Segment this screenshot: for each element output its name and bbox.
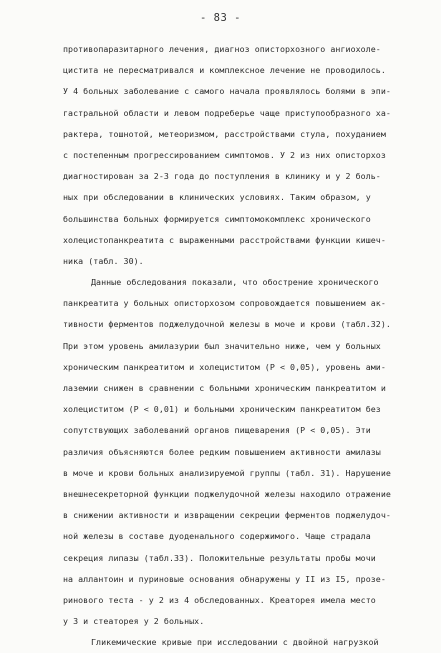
page-number: - 83 -	[200, 12, 241, 24]
text-line: Гликемические кривые при исследовании с двойной нагрузкой	[91, 637, 379, 648]
text-line: в снижении активности и извращении секреции ферментов поджелудоч-	[63, 510, 391, 521]
text-line: у 3 и стеаторея у 2 больных.	[63, 616, 205, 627]
text-line: хроническим панкреатитом и холециститом (Р < 0,05), уровень ами-	[63, 361, 386, 372]
text-line: ринового теста - у 2 из 4 обследованных. Креаторея имела место	[63, 594, 376, 605]
text-line: ных при обследовании в клинических условиях. Таким образом, у	[63, 192, 371, 203]
text-line: на аллантоин и пуриновые основания обнаружены у II из I5, прозе-	[63, 573, 386, 584]
text-line: У 4 больных заболевание с самого начала проявлялось болями в эпи-	[63, 86, 391, 97]
text-line: гастральной области и левом подреберье чаще приступообразного ха-	[63, 107, 391, 118]
text-line: цистита не пересматривался и комплексное лечение не проводилось.	[63, 65, 386, 76]
text-line: диагностирован за 2-3 года до поступления в клинику и у 2 боль-	[63, 171, 381, 182]
text-line: панкреатита у больных описторхозом сопровождается повышением ак-	[63, 298, 386, 309]
text-line: холециститом (Р < 0,01) и больными хроническим панкреатитом без	[63, 404, 381, 415]
text-line: Данные обследования показали, что обострение хронического	[91, 277, 379, 288]
text-line: тивности ферментов поджелудочной железы в моче и крови (табл.32).	[63, 319, 391, 330]
text-line: секреция липазы (табл.33). Положительные результаты пробы мочи	[63, 552, 376, 563]
body-text	[63, 39, 433, 653]
text-line: различия объясняются более редким повышением активности амилазы	[63, 446, 381, 457]
text-line: большинства больных формируется симптомокомплекс хронического	[63, 213, 371, 224]
text-line: противопаразитарного лечения, диагноз описторхозного ангиохоле-	[63, 44, 381, 54]
text-line: внешнесекреторной функции поджелудочной железы находило отражение	[63, 488, 391, 499]
text-line: в моче и крови больных анализируемой группы (табл. 31). Нарушение	[63, 467, 391, 478]
text-line: ной железы в составе дуоденального содержимого. Чаще страдала	[63, 531, 371, 542]
text-line: с постепенным прогрессированием симптомов. У 2 из них описторхоз	[63, 149, 386, 160]
text-line: ника (табл. 30).	[63, 255, 144, 266]
text-line: рактера, тошнотой, метеоризмом, расстройствами стула, похуданием	[63, 128, 386, 139]
text-line: При этом уровень амилазурии был значительно ниже, чем у больных	[63, 340, 381, 351]
text-line: холецистопанкреатита с выраженными расстройствами функции кишеч-	[63, 234, 386, 245]
text-line: лаземии снижен в сравнении с больными хроническим панкреатитом и	[63, 383, 386, 393]
text-line: сопутствующих заболеваний органов пищеварения (Р < 0,05). Эти	[63, 425, 371, 436]
